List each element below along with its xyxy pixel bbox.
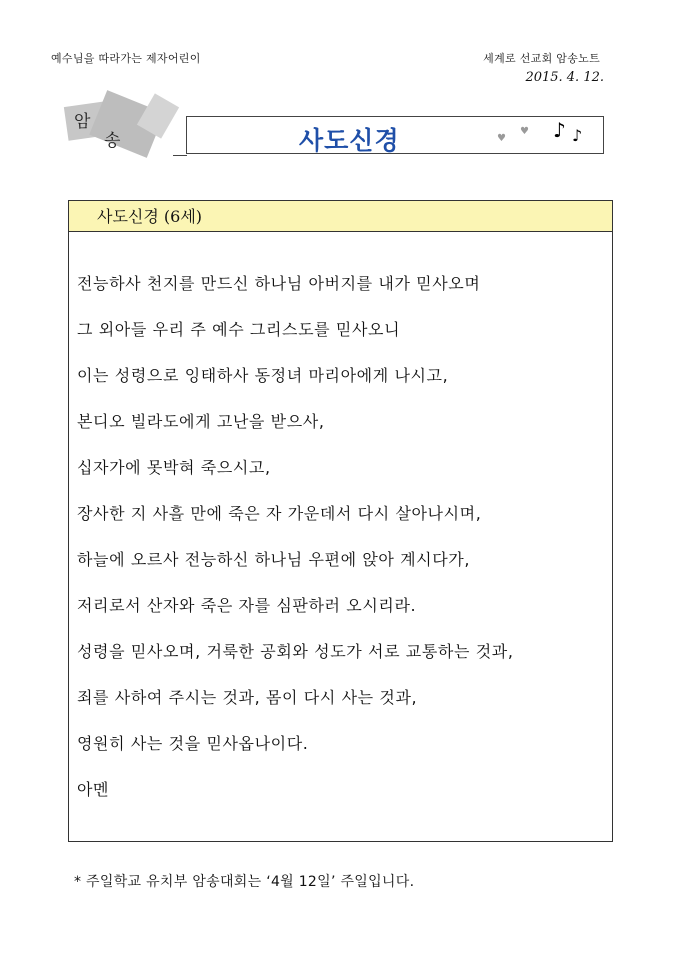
header-date: 2015. 4. 12. [525,70,604,85]
music-note-icon: ♪ [553,118,566,142]
creed-line: 십자가에 못박혀 죽으시고, [77,458,271,477]
creed-line: 이는 성령으로 잉태하사 동정녀 마리아에게 나시고, [77,366,449,385]
creed-heading-bar [69,201,612,232]
header-left-text: 예수님을 따라가는 제자어린이 [51,52,201,65]
tag-char-song: 송 [104,131,121,151]
creed-line: 영원히 사는 것을 믿사옵나이다. [77,734,309,753]
footnote: * 주일학교 유치부 암송대회는 ‘4월 12일’ 주일입니다. [74,874,415,890]
creed-line: 죄를 사하여 주시는 것과, 몸이 다시 사는 것과, [77,688,418,707]
title-box [186,116,604,154]
creed-line: 그 외아들 우리 주 예수 그리스도를 믿사오니 [77,320,401,339]
creed-line: 전능하사 천지를 만드신 하나님 아버지를 내가 믿사오며 [77,274,481,293]
heart-icon: ♥ [497,133,506,144]
creed-line: 성령을 믿사오며, 거룩한 공회와 성도가 서로 교통하는 것과, [77,642,514,661]
page-title: 사도신경 [299,126,400,155]
header-right-text: 세계로 선교회 암송노트 [483,52,600,65]
creed-heading: 사도신경 (6세) [97,207,203,226]
creed-line: 본디오 빌라도에게 고난을 받으사, [77,412,325,431]
creed-box [68,200,613,842]
creed-lines [77,273,514,825]
title-underline [173,155,187,156]
heart-icon: ♥ [520,126,529,137]
music-note-icon: ♪ [572,126,583,145]
creed-line: 아멘 [77,780,110,799]
tag-char-am: 암 [74,112,91,132]
creed-line: 하늘에 오르사 전능하신 하나님 우편에 앉아 계시다가, [77,550,471,569]
creed-line: 장사한 지 사흘 만에 죽은 자 가운데서 다시 살아나시며, [77,504,482,523]
creed-line: 저리로서 산자와 죽은 자를 심판하러 오시리라. [77,596,417,615]
